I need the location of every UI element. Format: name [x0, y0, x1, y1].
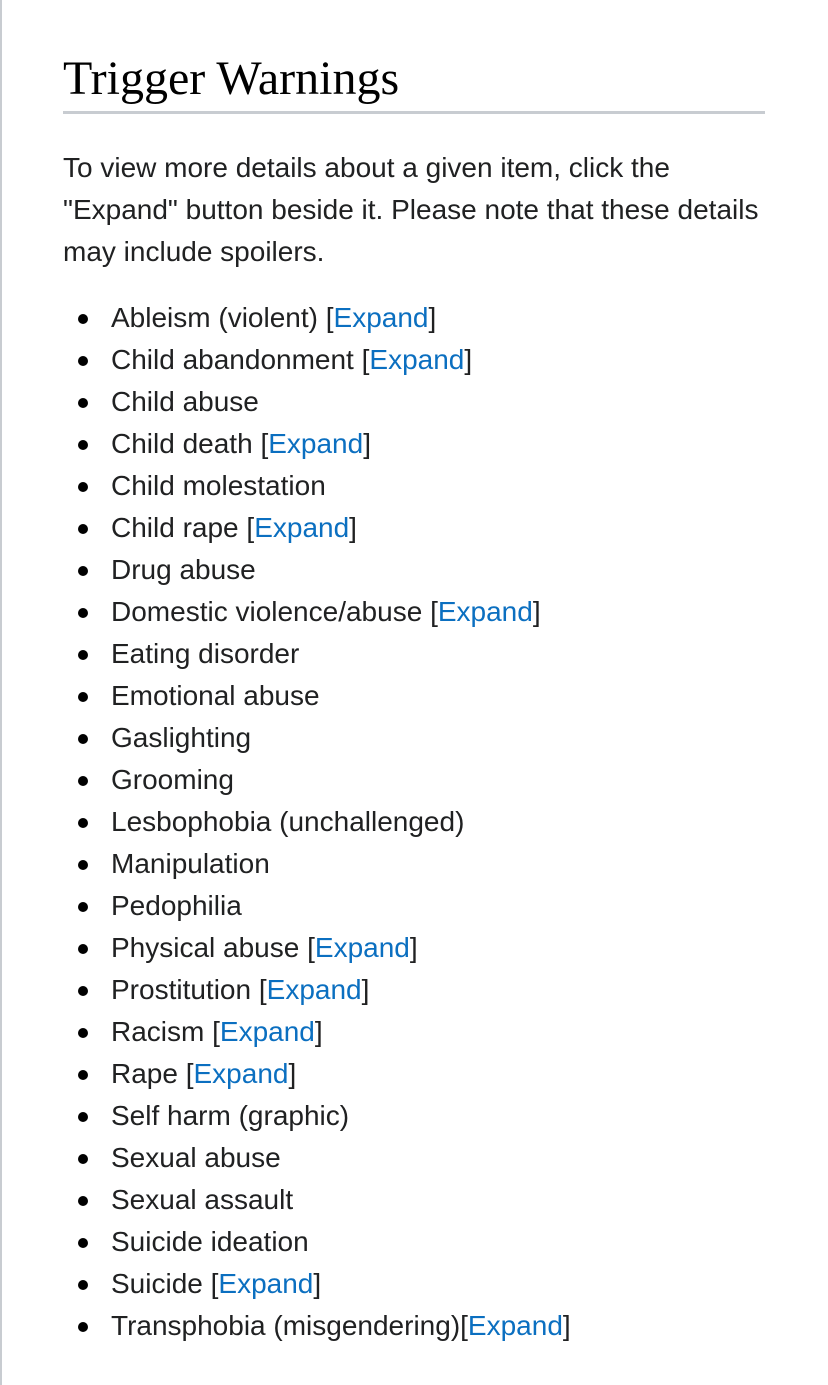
bullet-icon: [78, 524, 88, 534]
bullet-icon: [78, 818, 88, 828]
open-bracket: [: [258, 974, 267, 1005]
list-item: [63, 1095, 765, 1137]
bullet-icon: [78, 1028, 88, 1038]
list-item-label: Rape: [111, 1058, 178, 1089]
list-item-label: Self harm (graphic): [111, 1100, 350, 1131]
open-bracket: [: [430, 596, 438, 627]
bullet-icon: [78, 356, 88, 366]
list-item-label: Lesbophobia (unchallenged): [111, 806, 465, 837]
list-item: [63, 339, 765, 381]
list-item-label: Suicide: [111, 1268, 203, 1299]
bullet-icon: [78, 440, 88, 450]
list-item: [63, 843, 765, 885]
list-item: [63, 717, 765, 759]
expand-control: [204, 1016, 322, 1047]
expand-link[interactable]: Expand: [266, 974, 362, 1005]
expand-link[interactable]: Expand: [218, 1268, 314, 1299]
list-item-label: Drug abuse: [111, 554, 256, 585]
list-item: [63, 465, 765, 507]
trigger-warnings-section: [63, 0, 765, 1347]
bullet-icon: [78, 1112, 88, 1122]
bullet-icon: [78, 692, 88, 702]
list-item-label: Grooming: [111, 764, 234, 795]
expand-control: [354, 344, 472, 375]
expand-link[interactable]: Expand: [314, 932, 410, 963]
bullet-icon: [78, 1070, 88, 1080]
close-bracket: ]: [464, 344, 473, 375]
list-item: [63, 297, 765, 339]
close-bracket: ]: [363, 428, 371, 459]
expand-link[interactable]: Expand: [467, 1310, 563, 1341]
open-bracket: [: [325, 302, 334, 333]
list-item-label: Physical abuse: [111, 932, 300, 963]
list-item: [63, 1305, 765, 1347]
list-item: [63, 759, 765, 801]
list-item: [63, 969, 765, 1011]
expand-link[interactable]: Expand: [193, 1058, 289, 1089]
list-item-label: Ableism (violent): [111, 302, 318, 333]
bullet-icon: [78, 986, 88, 996]
list-item-label: Pedophilia: [111, 890, 242, 921]
expand-control: [203, 1268, 321, 1299]
expand-link[interactable]: Expand: [369, 344, 465, 375]
bullet-icon: [78, 566, 88, 576]
close-bracket: ]: [314, 1016, 323, 1047]
close-bracket: ]: [349, 512, 357, 543]
bullet-icon: [78, 776, 88, 786]
expand-control: [299, 932, 417, 963]
close-bracket: ]: [361, 974, 370, 1005]
expand-control: [318, 302, 436, 333]
close-bracket: ]: [288, 1058, 297, 1089]
open-bracket: [: [185, 1058, 194, 1089]
bullet-icon: [78, 1154, 88, 1164]
list-item-label: Eating disorder: [111, 638, 300, 669]
open-bracket: [: [246, 512, 255, 543]
list-item: [63, 801, 765, 843]
bullet-icon: [78, 1280, 88, 1290]
open-bracket: [: [307, 932, 315, 963]
open-bracket: [: [212, 1016, 220, 1047]
bullet-icon: [78, 1196, 88, 1206]
list-item: [63, 507, 765, 549]
list-item-label: Gaslighting: [111, 722, 252, 753]
list-item: [63, 927, 765, 969]
list-item-label: Child death: [111, 428, 253, 459]
list-item-label: Emotional abuse: [111, 680, 320, 711]
bullet-icon: [78, 860, 88, 870]
close-bracket: ]: [562, 1310, 571, 1341]
expand-control: [239, 512, 357, 543]
bullet-icon: [78, 902, 88, 912]
list-item: [63, 675, 765, 717]
open-bracket: [: [260, 428, 269, 459]
list-item-label: Child abuse: [111, 386, 259, 417]
open-bracket: [: [460, 1310, 468, 1341]
list-item: [63, 381, 765, 423]
expand-control: [253, 428, 371, 459]
list-item: [63, 549, 765, 591]
expand-link[interactable]: Expand: [254, 512, 350, 543]
bullet-icon: [78, 734, 88, 744]
list-item: [63, 423, 765, 465]
list-item-label: Sexual assault: [111, 1184, 294, 1215]
list-item: [63, 633, 765, 675]
expand-link[interactable]: Expand: [219, 1016, 315, 1047]
list-item-label: Sexual abuse: [111, 1142, 281, 1173]
intro-paragraph: To view more details about a given item, click the "Expand" button beside it. Please note that these details may include spoilers.: [63, 152, 759, 267]
list-item-label: Child molestation: [111, 470, 326, 501]
expand-link[interactable]: Expand: [437, 596, 533, 627]
bullet-icon: [78, 650, 88, 660]
list-item-label: Child abandonment: [111, 344, 354, 375]
open-bracket: [: [210, 1268, 219, 1299]
list-item-label: Racism: [111, 1016, 205, 1047]
bullet-icon: [78, 608, 88, 618]
close-bracket: ]: [532, 596, 541, 627]
list-item: [63, 1053, 765, 1095]
list-item-label: Child rape: [111, 512, 239, 543]
list-item: [63, 1137, 765, 1179]
page-left-border: [0, 0, 2, 1385]
list-item: [63, 885, 765, 927]
bullet-icon: [78, 314, 88, 324]
trigger-warnings-list: [63, 297, 765, 1347]
list-item-label: Domestic violence/abuse: [111, 596, 423, 627]
list-item: [63, 591, 765, 633]
list-item-label: Prostitution: [111, 974, 252, 1005]
list-item: [63, 1221, 765, 1263]
close-bracket: ]: [428, 302, 437, 333]
open-bracket: [: [361, 344, 370, 375]
expand-control: [460, 1310, 571, 1341]
bullet-icon: [78, 1238, 88, 1248]
expand-link[interactable]: Expand: [333, 302, 429, 333]
expand-control: [178, 1058, 296, 1089]
expand-link[interactable]: Expand: [268, 428, 364, 459]
list-item: [63, 1011, 765, 1053]
list-item-label: Manipulation: [111, 848, 270, 879]
bullet-icon: [78, 398, 88, 408]
expand-control: [251, 974, 369, 1005]
list-item-label: Transphobia (misgendering): [111, 1310, 461, 1341]
close-bracket: ]: [409, 932, 418, 963]
list-item-label: Suicide ideation: [111, 1226, 309, 1257]
bullet-icon: [78, 944, 88, 954]
list-item: [63, 1263, 765, 1305]
bullet-icon: [78, 482, 88, 492]
section-heading: Trigger Warnings: [63, 0, 765, 114]
bullet-icon: [78, 1322, 88, 1332]
close-bracket: ]: [313, 1268, 322, 1299]
expand-control: [422, 596, 540, 627]
list-item: [63, 1179, 765, 1221]
